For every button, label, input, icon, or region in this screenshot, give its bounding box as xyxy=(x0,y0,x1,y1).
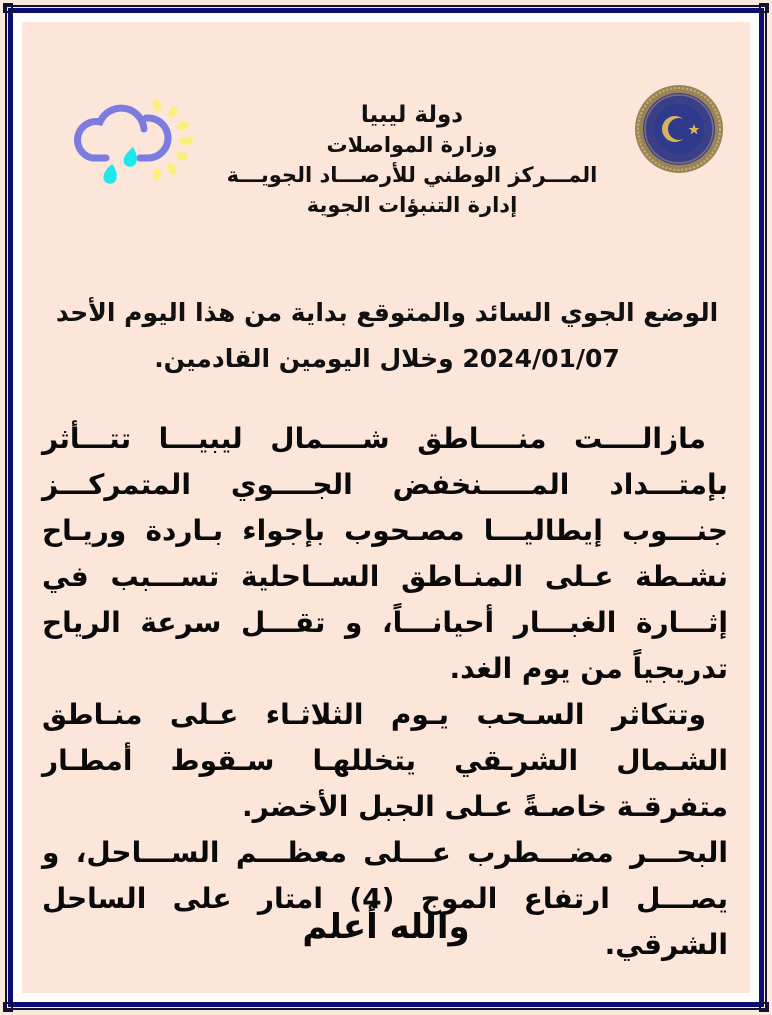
forecast-title xyxy=(42,290,732,382)
corner-ornament-bottom-left xyxy=(3,1002,13,1012)
document-header xyxy=(212,100,612,220)
document-panel xyxy=(22,22,750,993)
forecast-body xyxy=(42,416,728,968)
corner-ornament-bottom-right xyxy=(759,1002,769,1012)
libya-government-seal-icon xyxy=(634,84,724,174)
weather-cloud-rain-sun-icon xyxy=(62,92,202,202)
forecast-paragraph-sea: البحـــر مضـــطرب عـــلى معظـــم الســـاحل، و يصـــل ارتفاع الموج (4) امتار على الساحل الشرقي. xyxy=(42,836,728,961)
corner-ornament-top-left xyxy=(3,3,13,13)
ministry-name: وزارة المواصلات xyxy=(326,133,498,157)
corner-ornament-top-right xyxy=(759,3,769,13)
forecast-paragraph-wind: مازالــــت منــــاطق شــــمال ليبيـــا تتـــأثر بإمتـــداد المـــــنخفض الجــــوي المتمركـــز جنـــوب إيطاليـــا مصـحوب بإجواء بـاردة وريـاح نشـطة عـلى المنـاطق الســاحلية تســـبب في إثـــارة الغبـــار أحيانـــاً، و تقـــل سرعة الرياح تدريجياً من يوم الغد. xyxy=(42,422,728,685)
center-name: المـــركز الوطني للأرصـــاد الجويـــة xyxy=(226,163,598,187)
forecast-paragraph-clouds: وتتكاثر السـحب يـوم الثلاثـاء عـلى منـاطق الشـمال الشرـقي يتخللهـا سـقوط أمطـار متفرقـة خاصـةً عـلى الجبل الأخضر. xyxy=(42,698,728,823)
title-line-1: الوضع الجوي السائد والمتوقع بداية من هذا اليوم الأحد xyxy=(55,298,719,327)
title-line-2: 2024/01/07 وخلال اليومين القادمين. xyxy=(154,344,620,373)
department-name: إدارة التنبؤات الجوية xyxy=(306,193,518,217)
country-name: دولة ليبيا xyxy=(360,102,464,128)
closing-phrase: والله أعلم xyxy=(302,907,470,947)
